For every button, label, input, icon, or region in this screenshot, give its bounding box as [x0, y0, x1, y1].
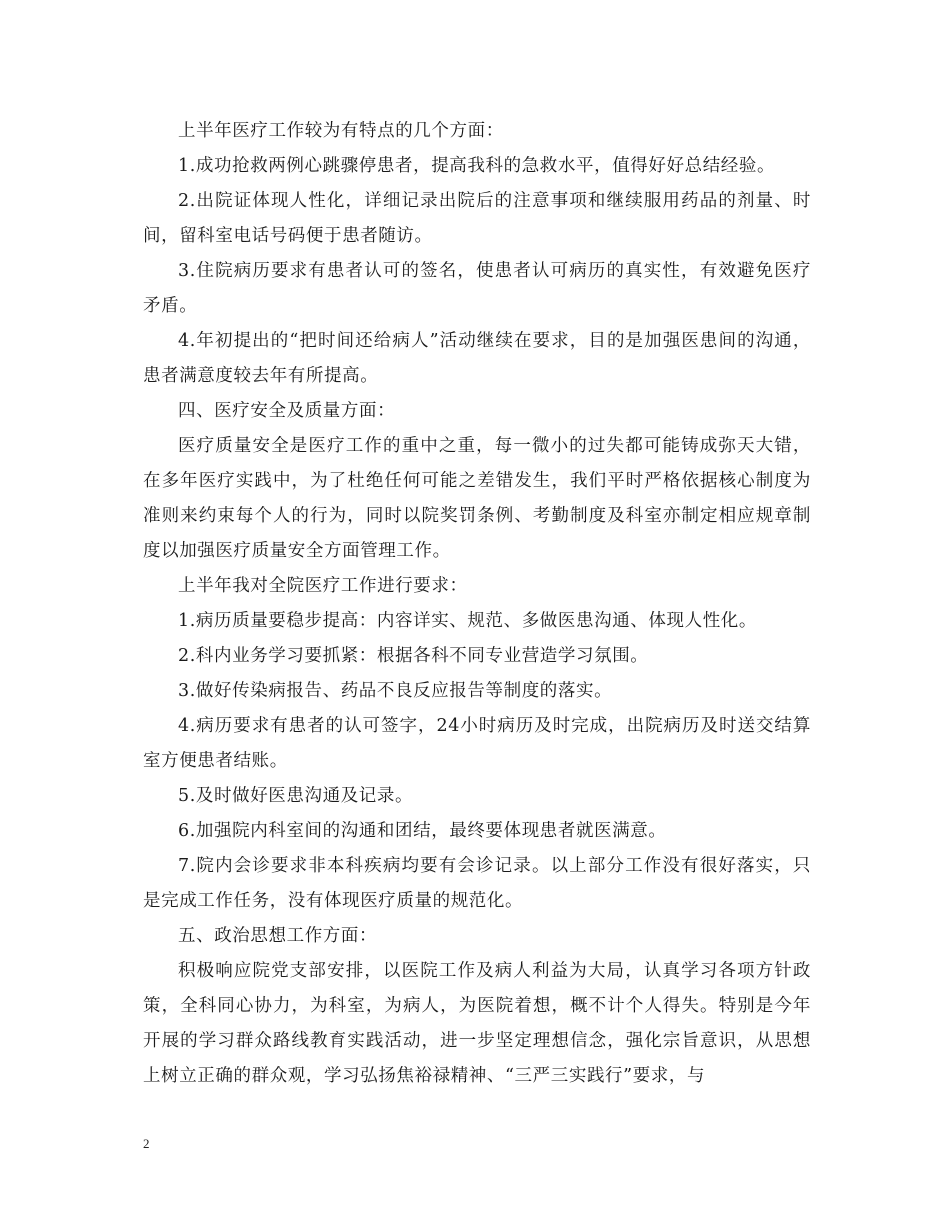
paragraph-item-4: 4.年初提出的“把时间还给病人”活动继续在要求，目的是加强医患间的沟通，患者满意度较去年有所提高。: [143, 331, 811, 386]
page-number: 2: [143, 1136, 150, 1151]
document-body: [143, 114, 811, 1094]
paragraph-item-1: 1.成功抢救两例心跳骤停患者，提高我科的急救水平，值得好好总结经验。: [178, 156, 776, 176]
requirement-item-2: 2.科内业务学习要抓紧：根据各科不同专业营造学习氛围。: [178, 646, 649, 666]
requirement-item-3: 3.做好传染病报告、药品不良反应报告等制度的落实。: [178, 681, 613, 701]
requirement-item-6: 6.加强院内科室间的沟通和团结，最终要体现患者就医满意。: [178, 821, 667, 841]
paragraph-item-3: 3.住院病历要求有患者认可的签名，使患者认可病历的真实性，有效避免医疗矛盾。: [143, 261, 811, 316]
paragraph-safety-quality: 医疗质量安全是医疗工作的重中之重，每一微小的过失都可能铸成弥天大错，在多年医疗实践中，为了杜绝任何可能之差错发生，我们平时严格依据核心制度为准则来约束每个人的行为，同时以院奖罚条例、考勤制度及科室亦制定相应规章制度以加强医疗质量安全方面管理工作。: [143, 436, 811, 561]
requirement-item-7: 7.院内会诊要求非本科疾病均要有会诊记录。以上部分工作没有很好落实，只是完成工作任务，没有体现医疗质量的规范化。: [143, 856, 811, 911]
paragraph-intro: 上半年医疗工作较为有特点的几个方面：: [178, 121, 504, 141]
paragraph-political: 积极响应院党支部安排，以医院工作及病人利益为大局，认真学习各项方针政策，全科同心协力，为科室，为病人，为医院着想，概不计个人得失。特别是今年开展的学习群众路线教育实践活动，进一步坚定理想信念，强化宗旨意识，从思想上树立正确的群众观，学习弘扬焦裕禄精神、“三严三实践行”要求，与: [143, 961, 811, 1086]
paragraph-requirements-intro: 上半年我对全院医疗工作进行要求：: [178, 576, 468, 596]
requirement-item-5: 5.及时做好医患沟通及记录。: [178, 786, 414, 806]
section-heading-political: 五、政治思想工作方面：: [178, 926, 378, 946]
requirement-item-1: 1.病历质量要稳步提高：内容详实、规范、多做医患沟通、体现人性化。: [178, 611, 757, 631]
section-heading-safety-quality: 四、医疗安全及质量方面：: [178, 401, 396, 421]
requirement-item-4: 4.病历要求有患者的认可签字，24小时病历及时完成，出院病历及时送交结算室方便患者结账。: [143, 716, 811, 771]
paragraph-item-2: 2.出院证体现人性化，详细记录出院后的注意事项和继续服用药品的剂量、时间，留科室电话号码便于患者随访。: [143, 191, 811, 246]
